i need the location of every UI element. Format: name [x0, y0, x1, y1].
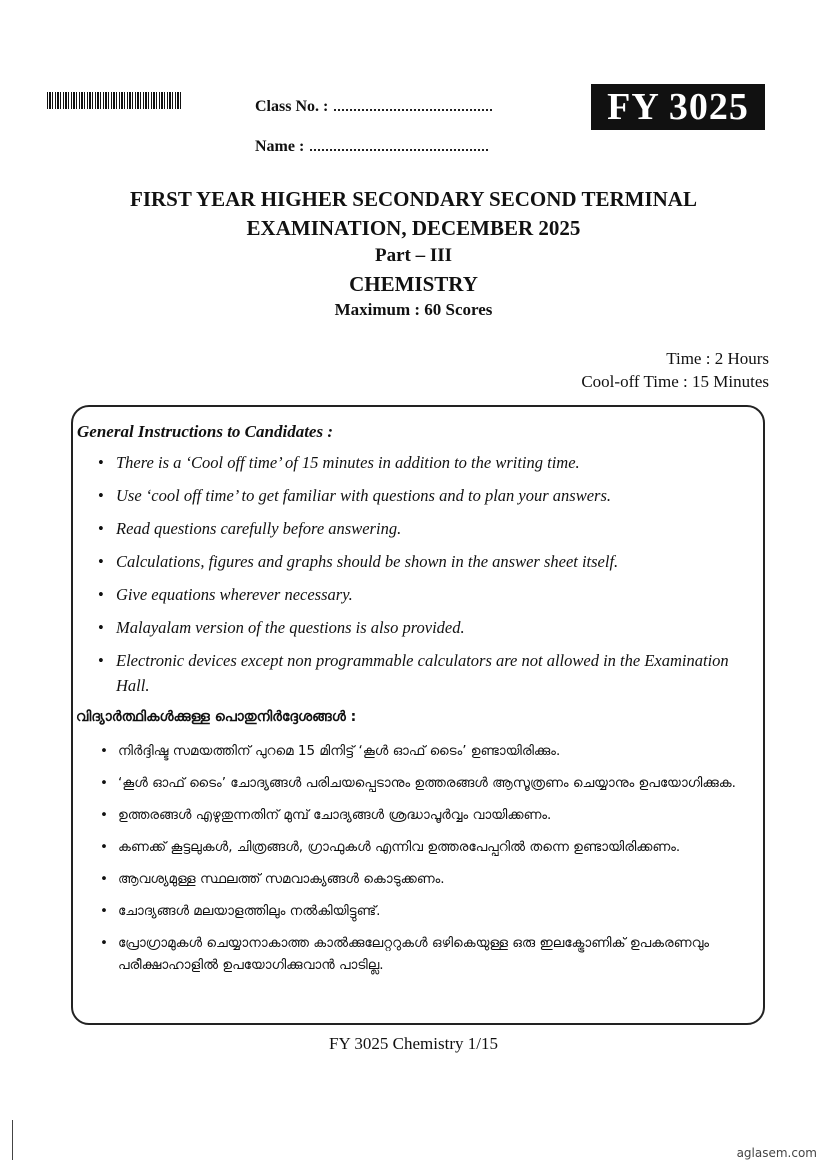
name-label: Name :	[255, 138, 305, 155]
instruction-item: • Use ‘cool off time’ to get familiar with questions and to plan your answers.	[98, 483, 738, 508]
instruction-item-malayalam: • ആവശ്യമുള്ള സ്ഥലത്ത് സമവാക്യങ്ങൾ കൊടുക്കണം.	[100, 868, 760, 890]
scan-edge-line	[12, 1120, 13, 1160]
instruction-item: • Read questions carefully before answering.	[98, 516, 738, 541]
barcode	[47, 92, 183, 109]
instruction-item: • Give equations wherever necessary.	[98, 582, 738, 607]
page-footer: FY 3025 Chemistry 1/15	[329, 1034, 498, 1053]
exam-title-line1: FIRST YEAR HIGHER SECONDARY SECOND TERMINAL	[130, 187, 697, 211]
max-score: Maximum : 60 Scores	[334, 300, 493, 319]
instructions-list-malayalam	[100, 740, 760, 986]
instruction-item-malayalam: • കണക്ക് കൂട്ടലുകൾ, ചിത്രങ്ങൾ, ഗ്രാഫുകൾ എന്നിവ ഉത്തരപേപ്പറിൽ തന്നെ ഉണ്ടായിരിക്കണം.	[100, 836, 760, 858]
name-field	[255, 137, 488, 156]
instruction-item-malayalam: • ചോദ്യങ്ങൾ മലയാളത്തിലും നൽകിയിട്ടുണ്ട്.	[100, 900, 760, 922]
exam-subject: CHEMISTRY	[349, 272, 478, 296]
cool-off-time: Cool-off Time : 15 Minutes	[581, 372, 769, 391]
paper-code: FY 3025	[591, 84, 765, 130]
instruction-item: • Calculations, figures and graphs should be shown in the answer sheet itself.	[98, 549, 738, 574]
time-duration: Time : 2 Hours	[666, 349, 769, 368]
exam-part: Part – III	[374, 245, 453, 266]
instructions-list-english	[98, 450, 738, 706]
instruction-item-malayalam: • ‘കൂൾ ഓഫ് ടൈം’ ചോദ്യങ്ങൾ പരിചയപ്പെടാനും ഉത്തരങ്ങൾ ആസൂത്രണം ചെയ്യാനും ഉപയോഗിക്കുക.	[100, 772, 760, 794]
name-blank	[310, 137, 488, 151]
class-no-blank	[334, 97, 492, 111]
instruction-item-malayalam: • പ്രോഗ്രാമുകൾ ചെയ്യാനാകാത്ത കാൽക്കുലേറ്ററുകൾ ഒഴികെയുള്ള ഒരു ഇലക്ട്രോണിക് ഉപകരണവും പരീക്ഷാഹാളിൽ ഉപയോഗിക്കുവാൻ പാടില്ല.	[100, 932, 760, 976]
exam-title-line2: EXAMINATION, DECEMBER 2025	[246, 216, 581, 240]
instructions-title: General Instructions to Candidates :	[77, 422, 333, 441]
class-no-field	[255, 97, 492, 116]
instruction-item: • Malayalam version of the questions is also provided.	[98, 615, 738, 640]
instruction-item-malayalam: • നിർദ്ദിഷ്ട സമയത്തിന് പുറമെ 15 മിനിട്ട് ‘കൂൾ ഓഫ് ടൈം’ ഉണ്ടായിരിക്കും.	[100, 740, 760, 762]
instructions-title-malayalam: വിദ്യാർത്ഥികൾക്കുള്ള പൊതുനിർദ്ദേശങ്ങൾ :	[76, 709, 357, 725]
instruction-item: • Electronic devices except non programmable calculators are not allowed in the Examination Hall.	[98, 648, 738, 698]
watermark: aglasem.com	[736, 1146, 817, 1160]
instruction-item-malayalam: • ഉത്തരങ്ങൾ എഴുതുന്നതിന് മുമ്പ് ചോദ്യങ്ങൾ ശ്രദ്ധാപൂർവ്വം വായിക്കണം.	[100, 804, 760, 826]
class-no-label: Class No. :	[255, 98, 329, 115]
instruction-item: • There is a ‘Cool off time’ of 15 minutes in addition to the writing time.	[98, 450, 738, 475]
